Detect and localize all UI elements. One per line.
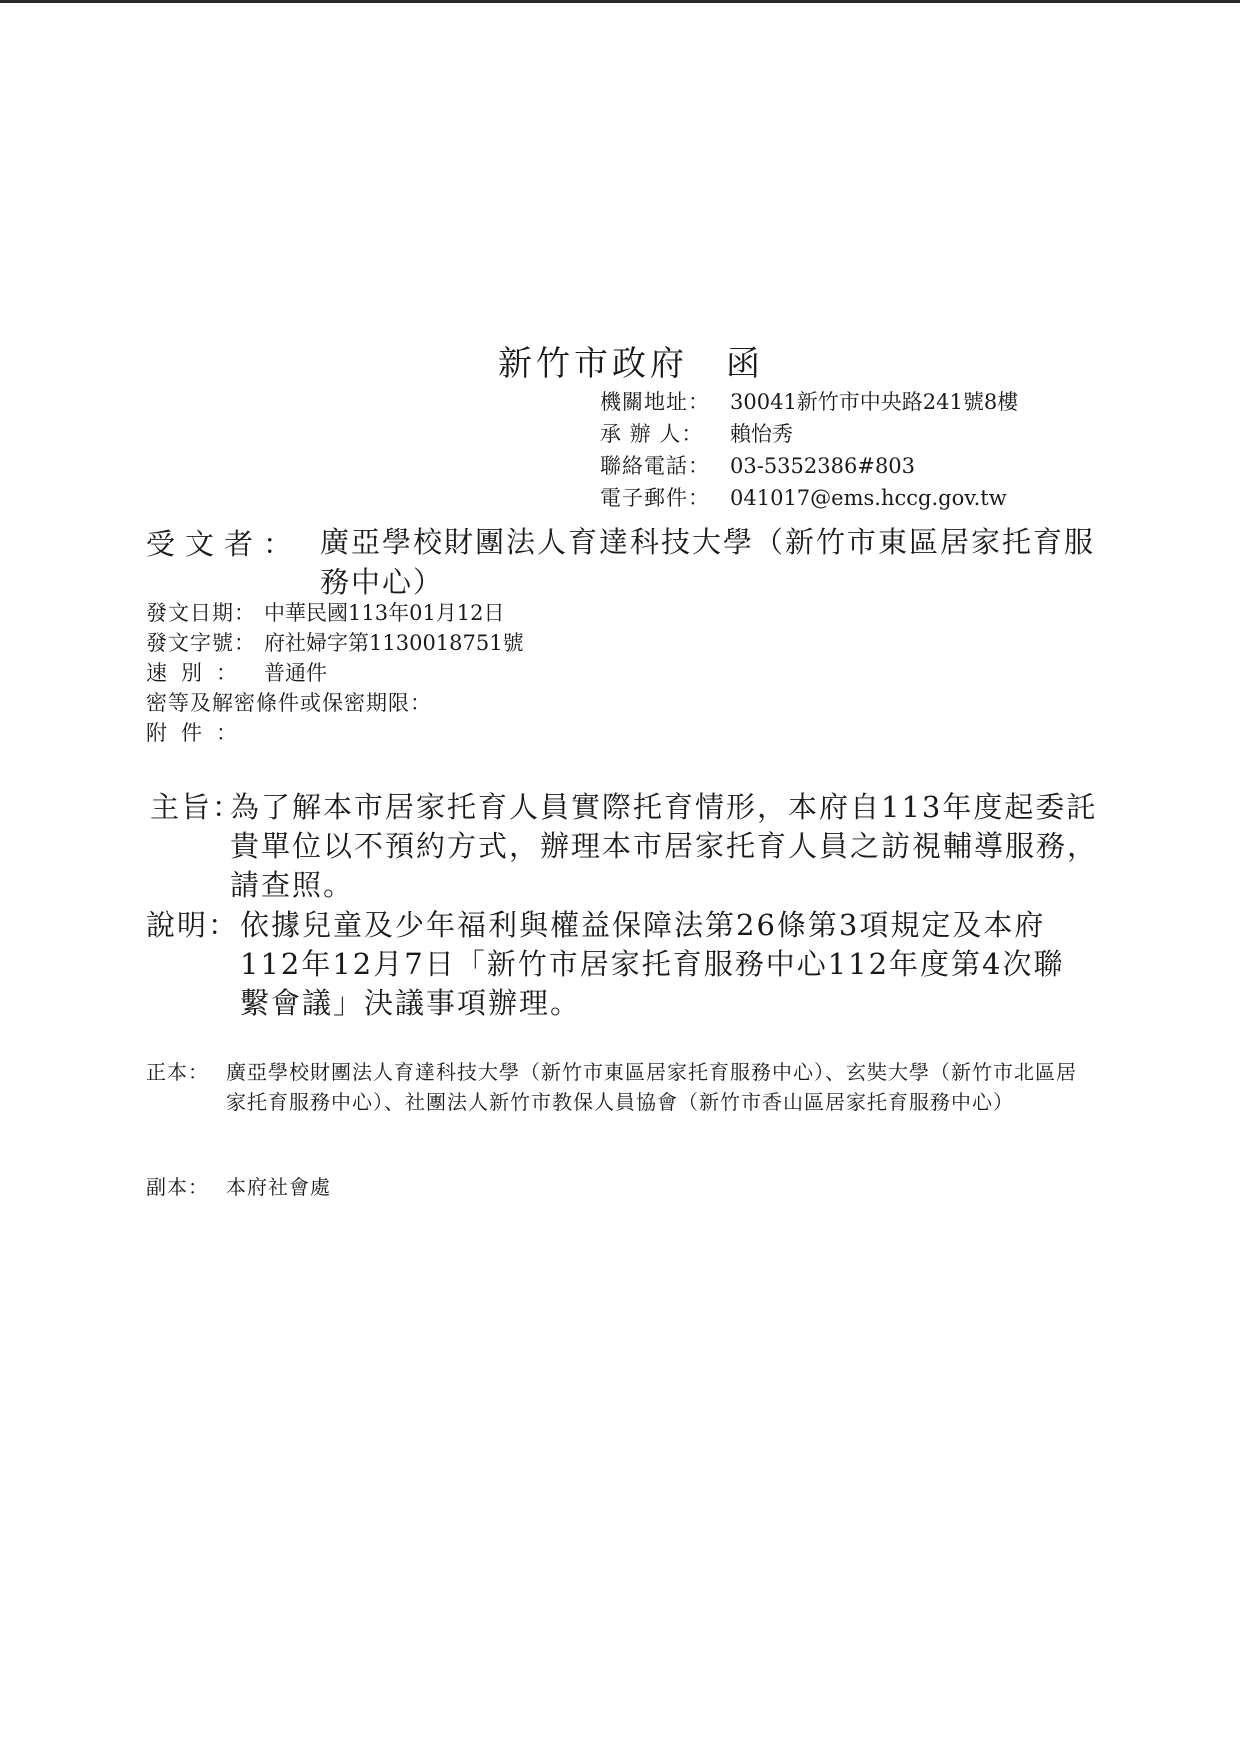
meta-value: 普通件 — [264, 661, 327, 685]
contact-email — [600, 482, 1018, 514]
meta-label: 附件： — [146, 721, 251, 745]
meta-value: 中華民國113年01月12日 — [264, 601, 505, 625]
meta-label: 發文日期： — [146, 601, 256, 625]
document-type: 函 — [726, 344, 764, 384]
meta-value: 府社婦字第1130018751號 — [264, 631, 524, 655]
main-recipients-label: 正本： — [146, 1060, 209, 1084]
issuing-agency: 新竹市政府 — [498, 344, 688, 384]
meta-date — [146, 598, 524, 628]
meta-block — [146, 598, 524, 748]
explanation-text: 依據兒童及少年福利與權益保障法第26條第3項規定及本府112年12月7日「新竹市居家托育服務中心112年度第4次聯繫會議」決議事項辦理。 — [240, 908, 1065, 1020]
explanation-label: 說明： — [146, 908, 240, 942]
contact-label: 聯絡電話： — [600, 454, 710, 478]
meta-doc-number — [146, 628, 524, 658]
contact-address — [600, 386, 1018, 418]
meta-label: 速別： — [146, 661, 251, 685]
contact-label: 電子郵件： — [600, 486, 710, 510]
contact-block — [600, 386, 1018, 514]
meta-label: 發文字號： — [146, 631, 256, 655]
subject-text: 為了解本市居家托育人員實際托育情形，本府自113年度起委託貴單位以不預約方式，辦理本市居家托育人員之訪視輔導服務，請查照。 — [230, 790, 1099, 902]
document-title — [498, 336, 764, 385]
recipient-label: 受文者： — [146, 527, 303, 561]
cc-label: 副本： — [146, 1175, 209, 1199]
scan-top-edge — [0, 0, 1240, 3]
contact-phone — [600, 450, 1018, 482]
contact-handler — [600, 418, 1018, 450]
recipient-value: 廣亞學校財團法人育達科技大學（新竹市東區居家托育服務中心） — [320, 525, 1096, 599]
meta-attachment — [146, 718, 524, 748]
meta-classification — [146, 688, 524, 718]
contact-label: 機關地址： — [600, 390, 710, 414]
contact-label: 承 辦 人： — [600, 422, 704, 446]
cc-text: 本府社會處 — [226, 1175, 331, 1199]
contact-value: 賴怡秀 — [730, 422, 793, 446]
contact-value: 30041新竹市中央路241號8樓 — [730, 390, 1019, 414]
meta-label: 密等及解密條件或保密期限： — [146, 691, 432, 715]
main-recipients-text: 廣亞學校財團法人育達科技大學（新竹市東區居家托育服務中心）、玄奘大學（新竹市北區居家托育服務中心）、社團法人新竹市教保人員協會（新竹市香山區居家托育服務中心） — [226, 1060, 1077, 1114]
contact-value: 03-5352386#803 — [730, 454, 916, 478]
meta-priority — [146, 658, 524, 688]
contact-value: 041017@ems.hccg.gov.tw — [730, 486, 1007, 510]
subject-label: 主旨： — [150, 790, 244, 824]
